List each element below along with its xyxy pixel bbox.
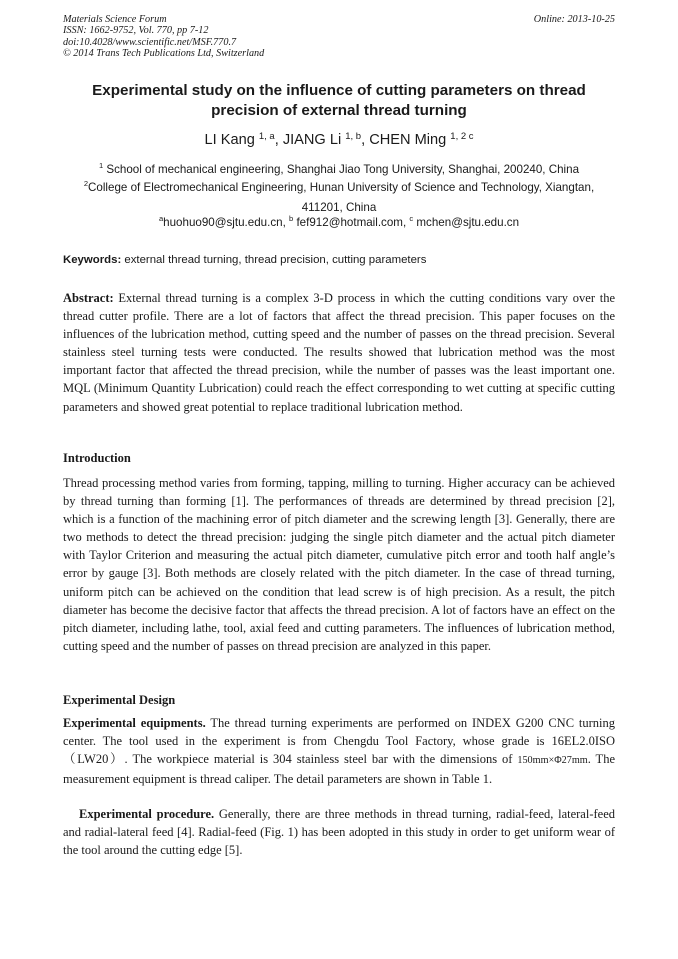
- author-list: [63, 130, 615, 150]
- journal-name: Materials Science Forum: [63, 14, 167, 25]
- equipments-paragraph: [63, 714, 615, 788]
- affiliation-1: [63, 160, 615, 180]
- author-sup: 1, 2 c: [450, 131, 474, 142]
- author-sup: 1, a: [258, 131, 275, 142]
- affiliation-1-sup: 1: [98, 161, 104, 170]
- keywords-line: [63, 252, 615, 268]
- author-sep: ,: [361, 132, 370, 148]
- journal-copyright: © 2014 Trans Tech Publications Ltd, Switzerland: [63, 48, 265, 60]
- procedure-label: Experimental procedure.: [79, 807, 215, 821]
- introduction-paragraph: Thread processing method varies from forming, tapping, milling to turning. Higher accuracy can be achieved by thread turning than forming [1]. The performances of threads are determined by thread precision [2], which is a function of the machining error of pitch diameter and the screwing length [3]. Generally, there are two methods to detect the thread precision: judging the single pitch diameter and the actual pitch diameter with Taylor Criterion and measuring the actual pitch diameter, cumulative pitch error and tooth half angle’s error by gauge [3]. Both methods are closely related with the pitch diameter. In the case of thread turning, uniform pitch can be achieved on the condition that lead screw is of high precision. As a result, the pitch diameter has become the decisive factor that affects the thread precision. A lot of factors have an effect on the pitch diameter, including lathe, tool, axial feed and cutting parameters. The influences of lubrication method, cutting speed and the number of passes on thread precision are analyzed in this paper.: [63, 476, 615, 653]
- journal-header: [63, 14, 615, 60]
- online-date: Online: 2013-10-25: [533, 14, 615, 25]
- author-sup: 1, b: [345, 131, 362, 142]
- abstract-text: External thread turning is a complex 3-D process in which the cutting conditions vary over the thread cutter profile. There are a lot of factors that affect the thread precision. This paper focuses on the influences of the lubrication method, cutting speed and the number of passes on the thread precision. Several stainless steel turning tests were conducted. The results showed that lubrication method was the most important factor that affected the thread precision, while the number of passes was the least important one. MQL (Minimum Quantity Lubrication) could reach the effect corresponding to wet cutting at specific cutting parameters and showed great potential to replace traditional lubrication method.: [63, 291, 615, 414]
- author-name: JIANG Li: [282, 132, 346, 148]
- procedure-text: Generally, there are three methods in thread turning, radial-feed, lateral-feed and radial-lateral feed [4]. Radial-feed (Fig. 1) has been adopted in this study in order to get uniform wear of the tool around the cutting edge [5].: [63, 807, 615, 858]
- title-line-1: Experimental study on the influence of cutting parameters on thread: [92, 82, 586, 99]
- procedure-paragraph: [63, 805, 615, 859]
- author-name: CHEN Ming: [369, 132, 451, 148]
- abstract-paragraph: [63, 289, 615, 416]
- email-a: huohuo90@sjtu.edu.cn,: [163, 216, 290, 229]
- author-sep: ,: [274, 132, 283, 148]
- affiliation-2: [63, 178, 615, 217]
- keywords-label: Keywords:: [63, 254, 122, 266]
- paper-title: [63, 81, 615, 121]
- equipments-text-2: . The measurement equipment is thread caliper. The detail parameters are shown in Table 1.: [63, 752, 615, 787]
- equipments-dimensions: 150mm×Φ27mm: [517, 755, 588, 767]
- author-name: LI Kang: [204, 132, 259, 148]
- journal-doi: doi:10.4028/www.scientific.net/MSF.770.7: [63, 36, 237, 48]
- email-list: [63, 213, 615, 233]
- abstract-label: Abstract:: [63, 291, 114, 305]
- email-b: fef912@hotmail.com,: [293, 216, 410, 229]
- section-heading-introduction: Introduction: [63, 451, 131, 465]
- email-c-sup: c: [409, 214, 414, 223]
- affiliation-1-text: School of mechanical engineering, Shanghai Jiao Tong University, Shanghai, 200240, China: [103, 163, 580, 176]
- affiliation-2-sup: 2: [83, 179, 89, 188]
- email-c: mchen@sjtu.edu.cn: [413, 216, 520, 229]
- section-heading-experimental-design: Experimental Design: [63, 693, 176, 707]
- title-line-2: precision of external thread turning: [211, 102, 467, 119]
- email-a-sup: a: [158, 214, 164, 223]
- journal-issn: ISSN: 1662-9752, Vol. 770, pp 7-12: [63, 25, 209, 37]
- affiliation-2-text: College of Electromechanical Engineering, Hunan University of Science and Technology, Xiangtan, 411201, China: [88, 181, 595, 214]
- equipments-text-1: The thread turning experiments are performed on INDEX G200 CNC turning center. The tool used in the experiment is from Chengdu Tool Factory, whose grade is 16EL2.0ISO（LW20）. The workpiece material is 304 stainless steel bar with the dimensions of: [63, 716, 615, 767]
- email-b-sup: b: [289, 214, 294, 223]
- equipments-label: Experimental equipments.: [63, 716, 206, 730]
- keywords-text: external thread turning, thread precision, cutting parameters: [121, 254, 427, 266]
